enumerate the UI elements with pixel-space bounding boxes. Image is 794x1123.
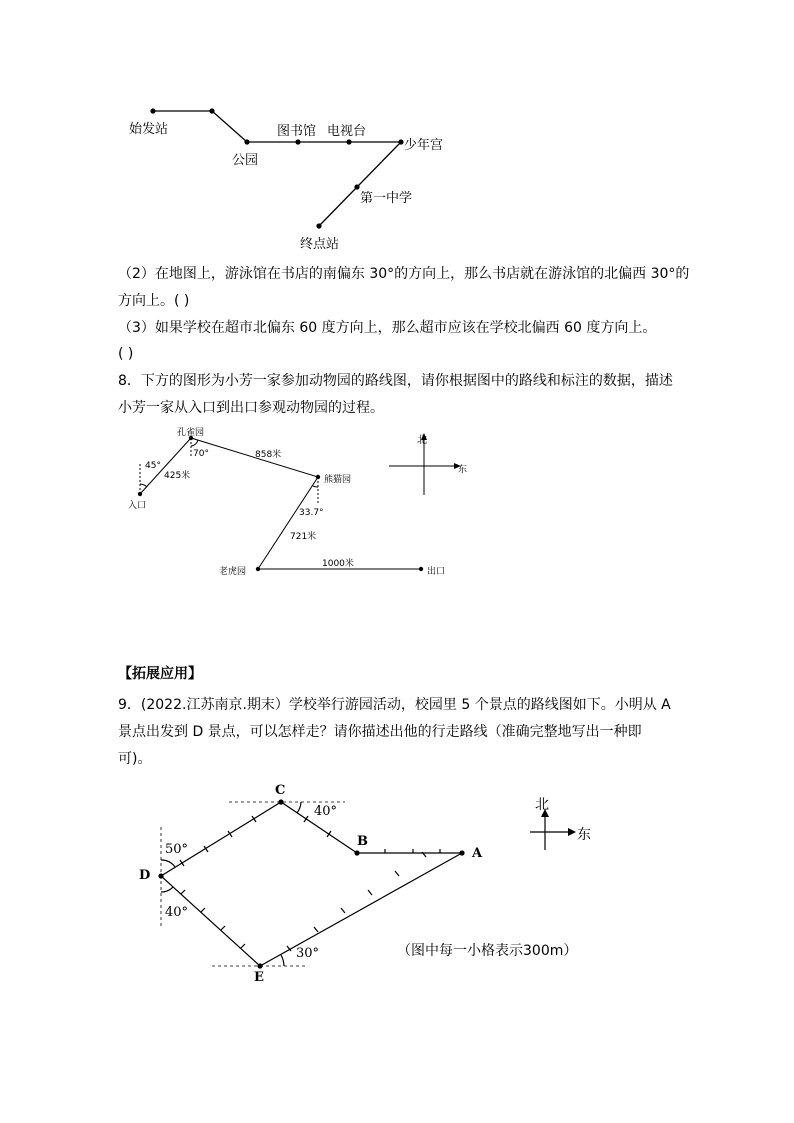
angle-d-bottom-label: 40°: [165, 905, 189, 920]
question-9-line1: 9．(2022.江苏南京.期末）学校举行游园活动，校园里 5 个景点的路线图如下。小明从 A: [118, 697, 671, 713]
zoo-angle-entrance: 45°: [145, 461, 161, 471]
zoo-entrance-label: 入口: [128, 501, 147, 511]
section-title: 【拓展应用】: [118, 666, 202, 682]
zoo-peacock-label: 孔雀园: [177, 428, 205, 438]
angle-e-label: 30°: [296, 946, 320, 961]
point-a-label: A: [472, 846, 483, 861]
point-c-label: C: [275, 783, 286, 798]
label-youth-palace: 少年宫: [404, 138, 444, 153]
campus-compass-east: 东: [577, 827, 591, 843]
zoo-dist-peacock-panda: 858米: [255, 450, 282, 460]
question-8-line2: 小芳一家从入口到出口参观动物园的过程。: [118, 400, 384, 416]
zoo-dist-tiger-exit: 1000米: [322, 559, 354, 569]
zoo-compass-east: 东: [458, 465, 468, 475]
campus-scale-note: （图中每一小格表示300m）: [397, 943, 578, 959]
zoo-angle-panda: 33.7°: [299, 508, 324, 518]
point-e-label: E: [254, 970, 264, 985]
zoo-panda-label: 熊猫园: [324, 475, 352, 485]
question-2-line1: （2）在地图上，游泳馆在书店的南偏东 30°的方向上，那么书店就在游泳馆的北偏西 30°的: [118, 266, 690, 282]
zoo-dist-panda-tiger: 721米: [290, 532, 317, 542]
question-2-line2: 方向上。( ): [118, 293, 190, 309]
label-tv-station: 电视台: [327, 124, 367, 139]
zoo-dist-entrance-peacock: 425米: [164, 471, 191, 481]
angle-c-label: 40°: [314, 804, 338, 819]
angle-d-top-label: 50°: [165, 842, 189, 857]
label-start-station: 始发站: [129, 122, 169, 137]
label-middle-school: 第一中学: [360, 191, 413, 206]
zoo-angle-peacock: 70°: [193, 449, 209, 459]
question-9-line3: 可)。: [118, 751, 152, 767]
question-3-line2: ( ): [118, 346, 134, 362]
question-3-line1: （3）如果学校在超市北偏东 60 度方向上，那么超市应该在学校北偏西 60 度方向上。: [118, 320, 657, 336]
point-d-label: D: [139, 868, 151, 883]
zoo-tiger-label: 老虎园: [219, 567, 247, 577]
question-9-line2: 景点出发到 D 景点，可以怎样走？请你描述出他的行走路线（准确完整地写出一种即: [118, 724, 642, 740]
label-library: 图书馆: [277, 124, 317, 139]
label-park: 公园: [232, 153, 259, 168]
campus-compass-north: 北: [535, 797, 549, 813]
zoo-exit-label: 出口: [427, 567, 446, 577]
question-8-line1: 8．下方的图形为小芳一家参加动物园的路线图，请你根据图中的路线和标注的数据，描述: [118, 373, 673, 389]
label-terminal: 终点站: [300, 237, 340, 252]
zoo-compass-north: 北: [417, 435, 427, 446]
point-b-label: B: [357, 834, 368, 849]
